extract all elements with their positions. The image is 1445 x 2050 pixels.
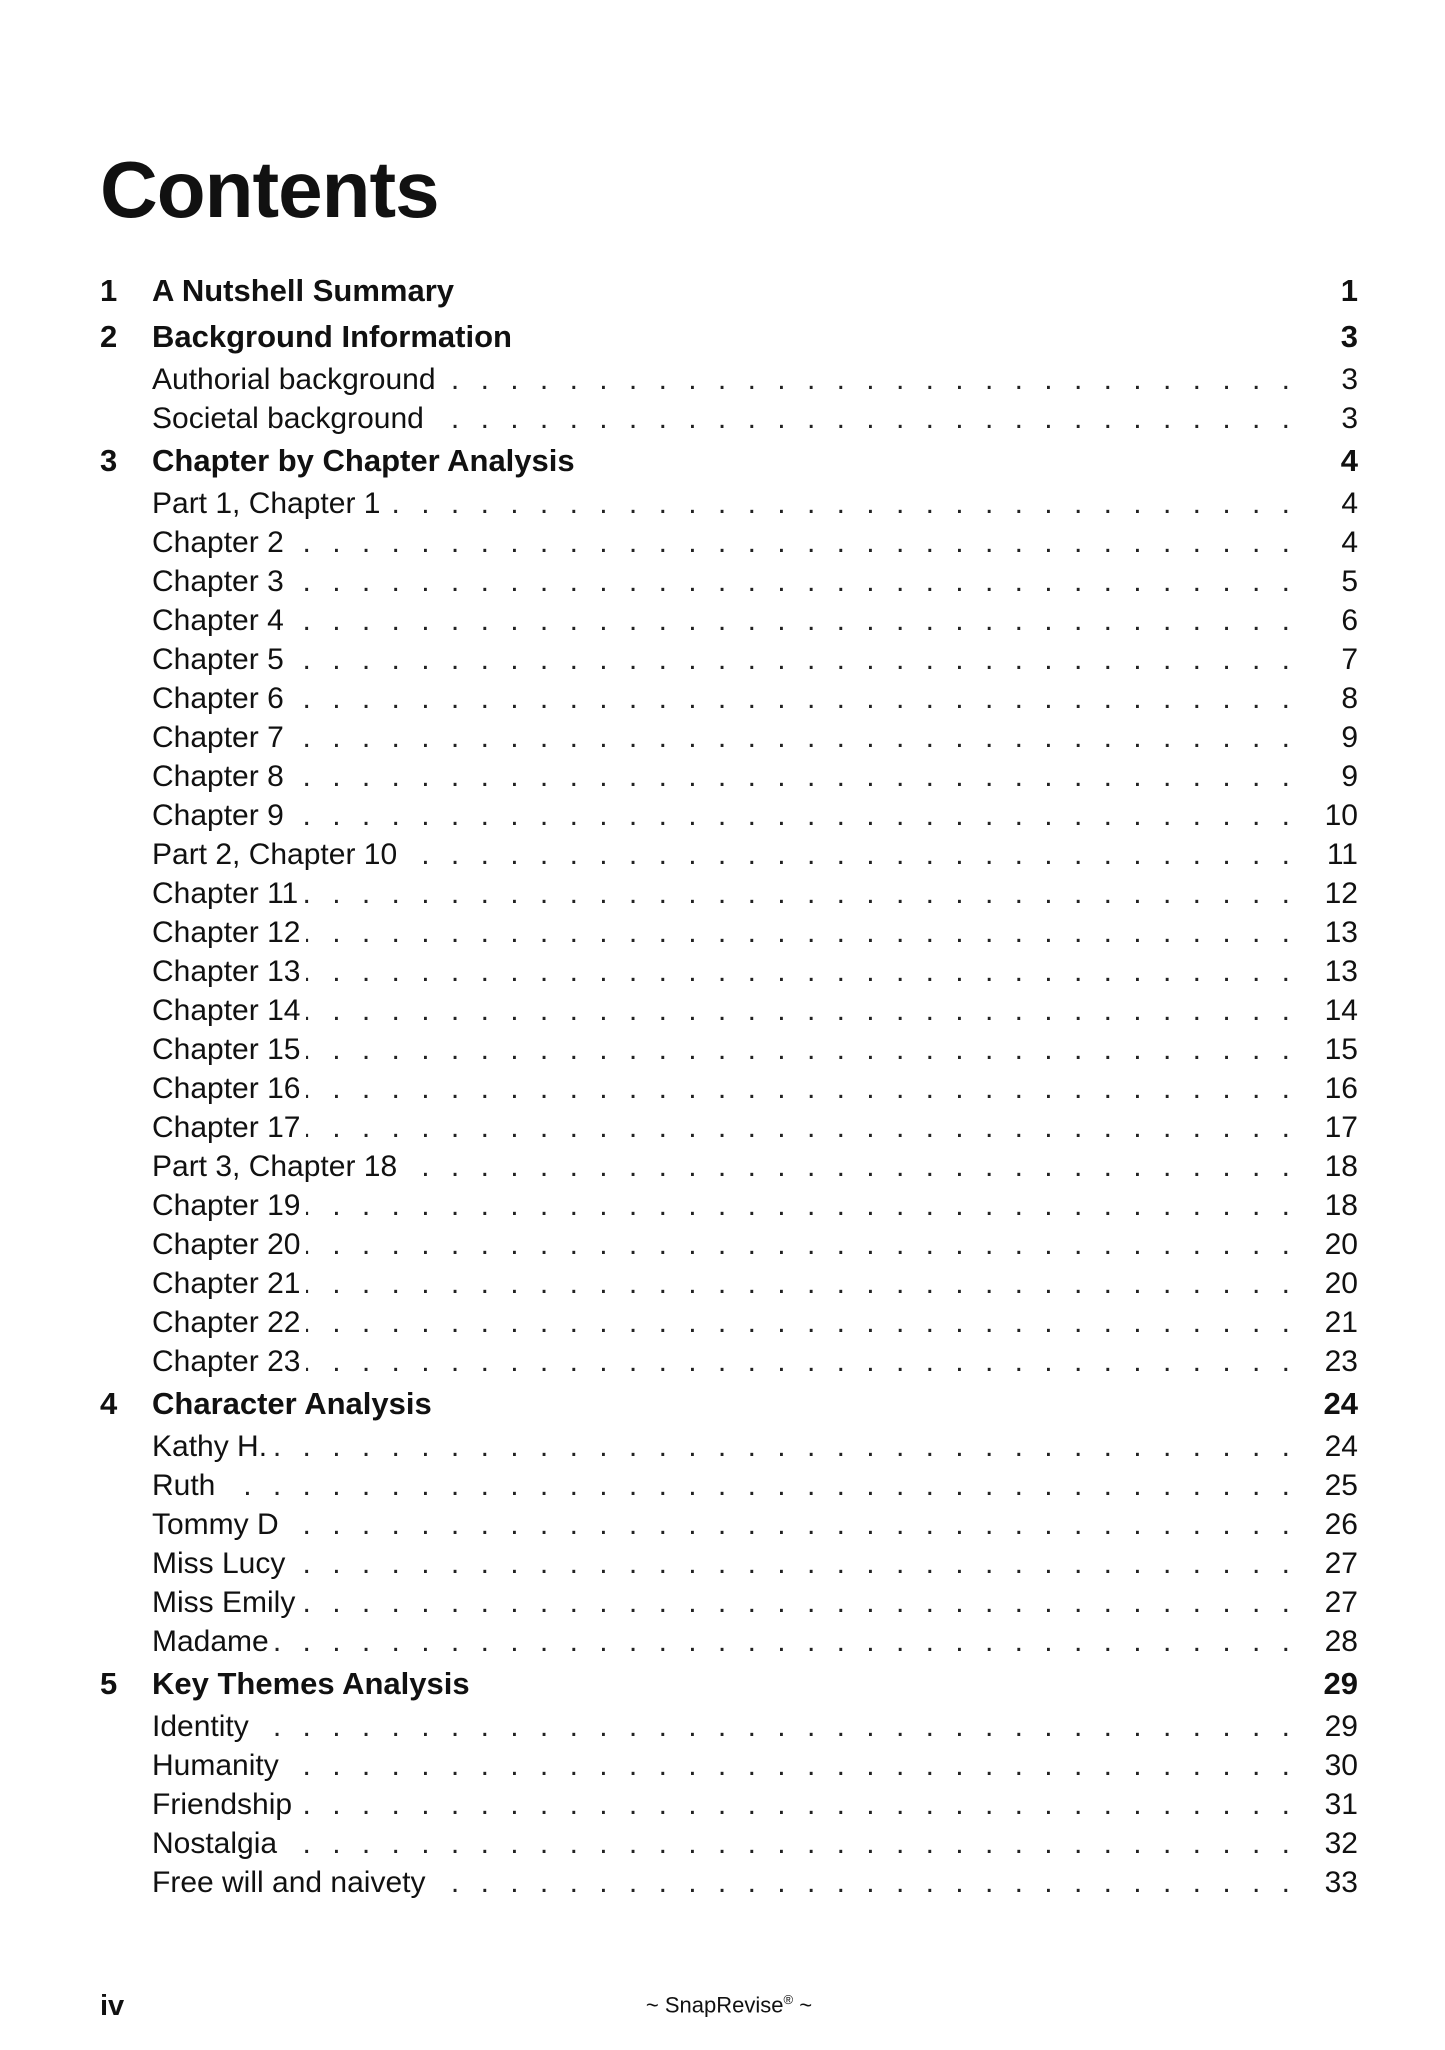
entry-label: Part 1, Chapter 1 <box>152 487 381 520</box>
table-of-contents <box>100 268 1358 1902</box>
section-number: 5 <box>100 1666 118 1701</box>
dot-leader <box>275 1622 1310 1661</box>
dot-leader <box>301 1583 1310 1622</box>
entry-label: Part 3, Chapter 18 <box>152 1150 398 1183</box>
section-title: Character Analysis <box>152 1386 432 1421</box>
dot-leader <box>290 796 1310 835</box>
dot-leader <box>290 757 1310 796</box>
section-page-number: 24 <box>1323 1386 1358 1421</box>
toc-entry[interactable] <box>100 1069 1358 1108</box>
dot-leader <box>290 562 1310 601</box>
dot-leader <box>306 913 1310 952</box>
page-footer <box>100 1990 1358 2030</box>
footer-brand <box>100 1992 1358 2018</box>
section-title: Background Information <box>152 319 512 354</box>
entry-page-number: 26 <box>1324 1508 1358 1541</box>
toc-entry[interactable] <box>100 1746 1358 1785</box>
entry-label: Tommy D <box>152 1508 279 1541</box>
section-page-number: 4 <box>1340 443 1358 478</box>
entry-label: Chapter 13 <box>152 955 301 988</box>
dot-leader <box>290 523 1310 562</box>
footer-tilde-right: ~ <box>799 1992 813 2018</box>
section-number: 2 <box>100 319 118 354</box>
toc-entry[interactable] <box>100 1622 1358 1661</box>
toc-entry[interactable] <box>100 757 1358 796</box>
entry-label: Friendship <box>152 1788 293 1821</box>
entry-page-number: 30 <box>1324 1749 1358 1782</box>
dot-leader <box>285 1746 1310 1785</box>
entry-page-number: 6 <box>1341 604 1358 637</box>
toc-entry[interactable] <box>100 1225 1358 1264</box>
entry-label: Chapter 11 <box>152 877 299 910</box>
entry-page-number: 8 <box>1341 682 1358 715</box>
dot-leader <box>306 991 1310 1030</box>
entry-label: Chapter 15 <box>152 1033 301 1066</box>
section-number: 3 <box>100 443 118 478</box>
toc-entry[interactable] <box>100 1583 1358 1622</box>
entry-page-number: 14 <box>1324 994 1358 1027</box>
dot-leader <box>403 1147 1310 1186</box>
toc-section <box>100 438 1358 1381</box>
dot-leader <box>291 1544 1310 1583</box>
entry-page-number: 33 <box>1324 1866 1358 1899</box>
entry-page-number: 23 <box>1324 1345 1358 1378</box>
section-title: Key Themes Analysis <box>152 1666 470 1701</box>
entry-label: Nostalgia <box>152 1827 278 1860</box>
toc-entry[interactable] <box>100 1863 1358 1902</box>
toc-section-heading[interactable] <box>100 438 1358 484</box>
toc-entry[interactable] <box>100 1505 1358 1544</box>
registered-mark: ® <box>783 1992 794 2007</box>
entry-label: Chapter 7 <box>152 721 284 754</box>
toc-section <box>100 268 1358 314</box>
entry-page-number: 16 <box>1324 1072 1358 1105</box>
entry-page-number: 32 <box>1324 1827 1358 1860</box>
entry-label: Societal background <box>152 402 424 435</box>
entry-label: Chapter 12 <box>152 916 301 949</box>
toc-entry[interactable] <box>100 796 1358 835</box>
entry-label: Chapter 9 <box>152 799 284 832</box>
entry-label: Chapter 4 <box>152 604 284 637</box>
entry-page-number: 20 <box>1324 1267 1358 1300</box>
section-number: 1 <box>100 273 118 308</box>
dot-leader <box>273 1427 1310 1466</box>
toc-entry[interactable] <box>100 562 1358 601</box>
entry-page-number: 3 <box>1341 402 1358 435</box>
entry-page-number: 28 <box>1324 1625 1358 1658</box>
dot-leader <box>298 1785 1310 1824</box>
entry-label: Kathy H. <box>152 1430 268 1463</box>
entry-page-number: 17 <box>1324 1111 1358 1144</box>
dot-leader <box>290 718 1310 757</box>
toc-entry[interactable] <box>100 1030 1358 1069</box>
dot-leader <box>306 1108 1310 1147</box>
toc-entry[interactable] <box>100 523 1358 562</box>
dot-leader <box>430 399 1310 438</box>
entry-page-number: 31 <box>1324 1788 1358 1821</box>
toc-entry[interactable] <box>100 1824 1358 1863</box>
entry-page-number: 10 <box>1324 799 1358 832</box>
entry-page-number: 27 <box>1324 1547 1358 1580</box>
toc-entry[interactable] <box>100 1544 1358 1583</box>
entry-page-number: 15 <box>1324 1033 1358 1066</box>
entry-page-number: 29 <box>1324 1710 1358 1743</box>
toc-entry[interactable] <box>100 1186 1358 1225</box>
entry-page-number: 4 <box>1341 487 1358 520</box>
toc-entry[interactable] <box>100 835 1358 874</box>
section-page-number: 1 <box>1340 273 1358 308</box>
dot-leader <box>306 1030 1310 1069</box>
toc-entry[interactable] <box>100 1427 1358 1466</box>
entry-label: Chapter 19 <box>152 1189 301 1222</box>
dot-leader <box>442 360 1310 399</box>
entry-page-number: 9 <box>1341 721 1358 754</box>
toc-entry[interactable] <box>100 360 1358 399</box>
entry-label: Part 2, Chapter 10 <box>152 838 398 871</box>
entry-label: Miss Emily <box>152 1586 296 1619</box>
entry-page-number: 4 <box>1341 526 1358 559</box>
toc-entry[interactable] <box>100 952 1358 991</box>
entry-page-number: 5 <box>1341 565 1358 598</box>
dot-leader <box>283 1824 1310 1863</box>
toc-entry[interactable] <box>100 1147 1358 1186</box>
footer-page-number: iv <box>100 1990 125 2022</box>
footer-tilde-left: ~ <box>645 1992 659 2018</box>
dot-leader <box>431 1863 1310 1902</box>
dot-leader <box>306 1225 1310 1264</box>
toc-entry[interactable] <box>100 718 1358 757</box>
entry-label: Madame <box>152 1625 269 1658</box>
entry-label: Chapter 21 <box>152 1267 301 1300</box>
section-page-number: 3 <box>1340 319 1358 354</box>
dot-leader <box>403 835 1310 874</box>
entry-label: Chapter 20 <box>152 1228 301 1261</box>
toc-entry[interactable] <box>100 601 1358 640</box>
toc-entry[interactable] <box>100 1303 1358 1342</box>
toc-section <box>100 1661 1358 1902</box>
toc-section-heading[interactable] <box>100 1661 1358 1707</box>
entry-label: Chapter 22 <box>152 1306 301 1339</box>
page-title: Contents <box>100 145 439 234</box>
section-title: A Nutshell Summary <box>152 273 455 308</box>
entry-page-number: 13 <box>1324 955 1358 988</box>
toc-entry[interactable] <box>100 679 1358 718</box>
entry-label: Ruth <box>152 1469 216 1502</box>
dot-leader <box>306 1186 1310 1225</box>
entry-label: Free will and naivety <box>152 1866 426 1899</box>
entry-page-number: 7 <box>1341 643 1358 676</box>
toc-section-heading[interactable] <box>100 314 1358 360</box>
dot-leader <box>290 601 1310 640</box>
entry-page-number: 11 <box>1326 838 1358 871</box>
entry-page-number: 13 <box>1324 916 1358 949</box>
entry-page-number: 21 <box>1324 1306 1358 1339</box>
entry-label: Humanity <box>152 1749 279 1782</box>
dot-leader <box>306 1303 1310 1342</box>
section-number: 4 <box>100 1386 118 1421</box>
toc-entry[interactable] <box>100 1785 1358 1824</box>
entry-label: Miss Lucy <box>152 1547 286 1580</box>
entry-page-number: 12 <box>1324 877 1358 910</box>
dot-leader <box>306 1342 1310 1381</box>
entry-label: Chapter 5 <box>152 643 284 676</box>
toc-section-heading[interactable] <box>100 1381 1358 1427</box>
toc-section <box>100 1381 1358 1661</box>
entry-page-number: 3 <box>1341 363 1358 396</box>
entry-label: Chapter 16 <box>152 1072 301 1105</box>
toc-entry[interactable] <box>100 991 1358 1030</box>
entry-page-number: 20 <box>1324 1228 1358 1261</box>
section-title: Chapter by Chapter Analysis <box>152 443 575 478</box>
entry-page-number: 24 <box>1324 1430 1358 1463</box>
entry-page-number: 25 <box>1324 1469 1358 1502</box>
toc-section <box>100 314 1358 438</box>
dot-leader <box>306 1069 1310 1108</box>
section-page-number: 29 <box>1323 1666 1358 1701</box>
entry-page-number: 18 <box>1324 1150 1358 1183</box>
toc-entry[interactable] <box>100 1342 1358 1381</box>
entry-label: Chapter 8 <box>152 760 284 793</box>
footer-brand-name: SnapRevise <box>664 1992 784 2018</box>
dot-leader <box>285 1505 1310 1544</box>
dot-leader <box>255 1707 1310 1746</box>
dot-leader <box>386 484 1310 523</box>
dot-leader <box>290 640 1310 679</box>
toc-entry[interactable] <box>100 1707 1358 1746</box>
dot-leader <box>290 679 1310 718</box>
entry-label: Chapter 23 <box>152 1345 301 1378</box>
entry-label: Chapter 14 <box>152 994 301 1027</box>
entry-page-number: 18 <box>1324 1189 1358 1222</box>
dot-leader <box>306 1264 1310 1303</box>
toc-entry[interactable] <box>100 399 1358 438</box>
toc-entry[interactable] <box>100 913 1358 952</box>
entry-page-number: 9 <box>1341 760 1358 793</box>
toc-section-heading[interactable] <box>100 268 1358 314</box>
entry-label: Chapter 3 <box>152 565 284 598</box>
dot-leader <box>221 1466 1310 1505</box>
toc-entry[interactable] <box>100 874 1358 913</box>
toc-entry[interactable] <box>100 1264 1358 1303</box>
toc-entry[interactable] <box>100 1466 1358 1505</box>
entry-label: Chapter 17 <box>152 1111 301 1144</box>
entry-label: Authorial background <box>152 363 436 396</box>
toc-entry[interactable] <box>100 640 1358 679</box>
dot-leader <box>306 952 1310 991</box>
toc-entry[interactable] <box>100 484 1358 523</box>
entry-page-number: 27 <box>1324 1586 1358 1619</box>
entry-label: Identity <box>152 1710 249 1743</box>
toc-entry[interactable] <box>100 1108 1358 1147</box>
entry-label: Chapter 2 <box>152 526 284 559</box>
dot-leader <box>304 874 1310 913</box>
entry-label: Chapter 6 <box>152 682 284 715</box>
